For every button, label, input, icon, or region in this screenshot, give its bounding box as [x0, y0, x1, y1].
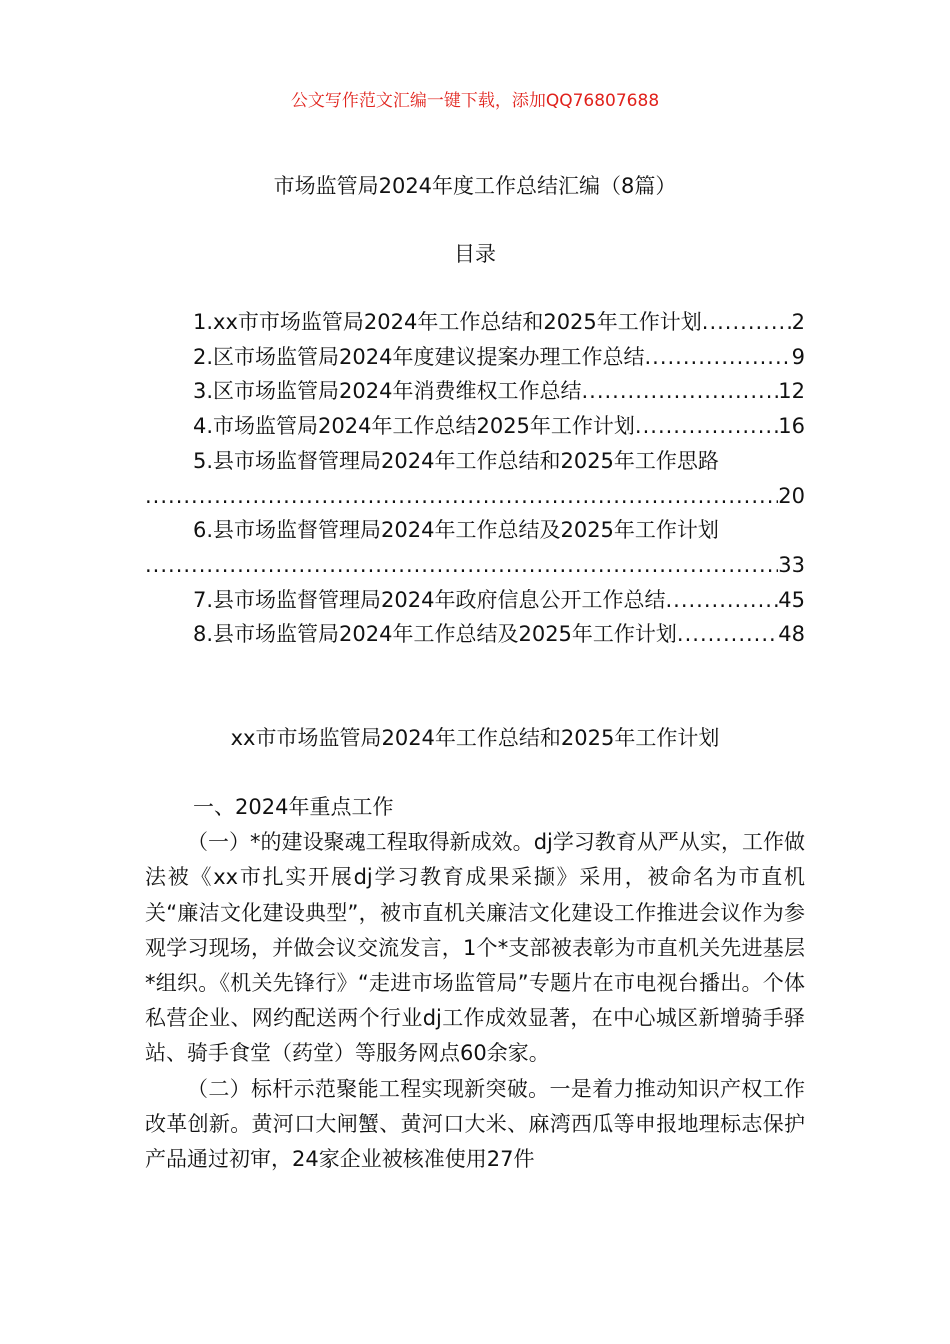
toc-item-continuation[interactable]: [145, 548, 805, 583]
toc-leader: [702, 305, 792, 340]
toc-item-title: 5.县市场监督管理局2024年工作总结和2025年工作思路: [193, 448, 719, 473]
toc-item-page: 45: [778, 587, 805, 612]
toc-leader: [677, 617, 778, 652]
toc-item-page: 12: [778, 379, 805, 404]
body-text: [145, 790, 805, 1177]
toc-item-title: 4.市场监管局2024年工作总结2025年工作计划: [193, 414, 635, 439]
toc-leader: [145, 479, 778, 514]
toc-item[interactable]: [145, 444, 805, 479]
toc-item[interactable]: [145, 374, 805, 409]
toc-item-page: 2: [791, 310, 805, 334]
heading-level-1: 一、2024年重点工作: [193, 795, 394, 819]
toc-item[interactable]: [145, 513, 805, 548]
toc-item-page: 48: [778, 622, 805, 647]
toc-leader: [665, 583, 778, 618]
paragraph: （二）标杆示范聚能工程实现新突破。一是着力推动知识产权工作改革创新。黄河口大闸蟹、黄河口大米、麻湾西瓜等申报地理标志保护产品通过初审，24家企业被核准使用27件: [145, 1076, 805, 1172]
toc-item-title: 7.县市场监督管理局2024年政府信息公开工作总结: [193, 587, 666, 612]
paragraph: （一）*的建设聚魂工程取得新成效。dj学习教育从严从实，工作做法被《xx市扎实开展dj学习教育成果采撷》采用，被命名为市直机关“廉洁文化建设典型”，被市直机关廉洁文化建设工作推进会议作为参观学习现场，并做会议交流发言，1个*支部被表彰为市直机关先进基层*组织。《机关先锋行》“走进市场监管局”专题片在市电视台播出。个体私营企业、网约配送两个行业dj工作成效显著，在中心城区新增骑手驿站、骑手食堂（药堂）等服务网点60余家。: [145, 830, 805, 1066]
toc-item-page: 20: [778, 483, 805, 508]
toc-item-page: 9: [791, 344, 805, 369]
toc-item-title: 1.xx市市场监管局2024年工作总结和2025年工作计划: [193, 310, 702, 334]
toc-item-title: 8.县市场监管局2024年工作总结及2025年工作计划: [193, 622, 677, 647]
toc-item-page: 16: [778, 414, 805, 439]
toc-item[interactable]: [145, 305, 805, 340]
toc-item[interactable]: [145, 583, 805, 618]
toc-heading: 目录: [454, 242, 496, 266]
toc-item-continuation[interactable]: [145, 479, 805, 514]
toc-item-title: 2.区市场监管局2024年度建议提案办理工作总结: [193, 344, 645, 369]
toc-leader: [581, 374, 778, 409]
document-title: 市场监管局2024年度工作总结汇编（8篇）: [273, 174, 677, 198]
toc-item-title: 6.县市场监督管理局2024年工作总结及2025年工作计划: [193, 518, 719, 543]
toc-item[interactable]: [145, 409, 805, 444]
toc-leader: [635, 409, 778, 444]
toc-item-title: 3.区市场监管局2024年消费维权工作总结: [193, 379, 582, 404]
promo-banner[interactable]: 公文写作范文汇编一键下载，添加QQ76807688: [290, 91, 660, 111]
toc-leader: [644, 340, 791, 375]
toc-item[interactable]: [145, 617, 805, 652]
section-title: xx市市场监管局2024年工作总结和2025年工作计划: [230, 726, 720, 750]
toc-item[interactable]: [145, 340, 805, 375]
table-of-contents: [145, 305, 805, 652]
toc-leader: [145, 548, 778, 583]
toc-item-page: 33: [778, 552, 805, 577]
